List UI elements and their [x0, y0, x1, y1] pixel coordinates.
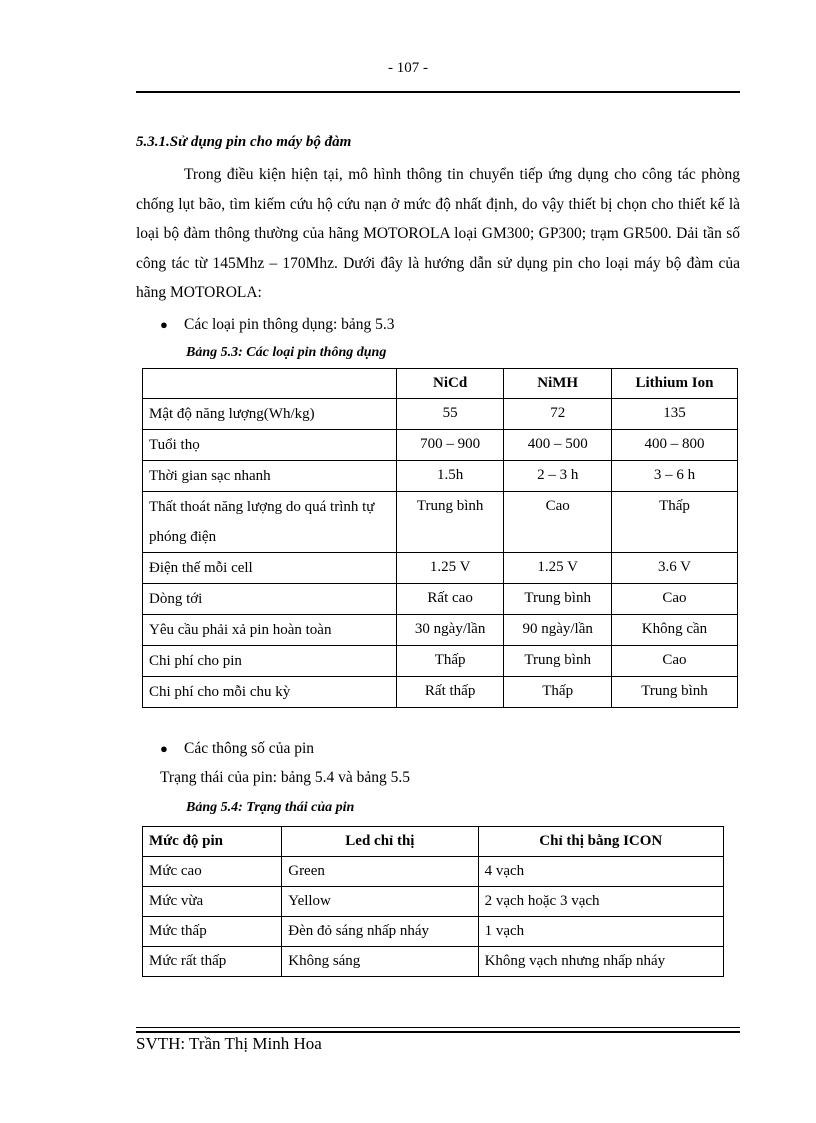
table-header-row [143, 827, 724, 857]
table-cell: Cao [611, 646, 737, 677]
table-row [143, 646, 738, 677]
table-header-cell: NiMH [504, 369, 612, 399]
bullet-text: Các loại pin thông dụng: bảng 5.3 [184, 316, 395, 333]
table-cell: 72 [504, 399, 612, 430]
table-cell: Không vạch nhưng nhấp nháy [478, 947, 723, 977]
bullet-item-battery-params [160, 740, 314, 758]
table-header-cell: Led chỉ thị [282, 827, 478, 857]
table-cell: 1 vạch [478, 917, 723, 947]
footer-rule [136, 1031, 740, 1033]
table-row [143, 553, 738, 584]
table-cell: 30 ngày/lần [396, 615, 504, 646]
table-cell: Trung bình [504, 646, 612, 677]
table-cell: Thấp [611, 492, 737, 553]
table-cell: Thấp [504, 677, 612, 708]
table-cell: 400 – 500 [504, 430, 612, 461]
table-cell: Không cần [611, 615, 737, 646]
section-heading: 5.3.1.Sử dụng pin cho máy bộ đàm [136, 134, 352, 150]
table-cell: Cao [611, 584, 737, 615]
header-rule [136, 91, 740, 93]
table-row [143, 917, 724, 947]
table-cell: Trung bình [396, 492, 504, 553]
footer-rule [136, 1027, 740, 1028]
table-row [143, 461, 738, 492]
table-cell: Yellow [282, 887, 478, 917]
table-cell: Trung bình [504, 584, 612, 615]
table-row [143, 584, 738, 615]
table-cell: 1.25 V [504, 553, 612, 584]
table-cell: 3 – 6 h [611, 461, 737, 492]
table-header-cell: Lithium Ion [611, 369, 737, 399]
table-cell: Dòng tới [143, 584, 397, 615]
table-cell: 55 [396, 399, 504, 430]
table-cell: Thấp [396, 646, 504, 677]
table-header-cell: Mức độ pin [143, 827, 282, 857]
page-number: - 107 - [388, 60, 428, 76]
table-header-row [143, 369, 738, 399]
table-cell: Chi phí cho mỗi chu kỳ [143, 677, 397, 708]
table-row [143, 492, 738, 553]
table-cell: Mức thấp [143, 917, 282, 947]
table-cell: 4 vạch [478, 857, 723, 887]
table-row [143, 857, 724, 887]
table-cell: Mức vừa [143, 887, 282, 917]
table-cell: 90 ngày/lần [504, 615, 612, 646]
bullet-icon: ● [160, 317, 168, 332]
table-cell: Đèn đỏ sáng nhấp nháy [282, 917, 478, 947]
body-paragraph: Trong điều kiện hiện tại, mô hình thông tin chuyển tiếp ứng dụng cho công tác phòng chống lụt bão, tìm kiếm cứu hộ cứu nạn ở mức độ nhất định, do vậy thiết bị chọn cho thiết kế là loại bộ đàm thông thường của hãng MOTOROLA loại GM300; GP300; trạm GR500. Dải tần số công tác từ 145Mhz – 170Mhz. Dưới đây là hướng dẫn sử dụng pin cho loại máy bộ đàm của hãng MOTOROLA: [136, 166, 740, 301]
table-header-cell [143, 369, 397, 399]
table-cell: 700 – 900 [396, 430, 504, 461]
table-cell: 3.6 V [611, 553, 737, 584]
table-cell: 2 – 3 h [504, 461, 612, 492]
bullet-item-battery-types [160, 316, 395, 334]
table-5-3-caption: Bảng 5.3: Các loại pin thông dụng [186, 345, 387, 360]
bullet-icon: ● [160, 741, 168, 756]
table-cell: Rất thấp [396, 677, 504, 708]
table-cell: Chi phí cho pin [143, 646, 397, 677]
footer-author: SVTH: Trần Thị Minh Hoa [136, 1034, 322, 1053]
table-row [143, 947, 724, 977]
battery-status-line: Trạng thái của pin: bảng 5.4 và bảng 5.5 [160, 769, 410, 786]
table-cell: 400 – 800 [611, 430, 737, 461]
table-cell: 135 [611, 399, 737, 430]
battery-status-table [142, 826, 724, 977]
table-header-cell: NiCd [396, 369, 504, 399]
table-row [143, 677, 738, 708]
table-cell: 1.25 V [396, 553, 504, 584]
table-cell: Mức cao [143, 857, 282, 887]
table-cell: Yêu cầu phải xả pin hoàn toàn [143, 615, 397, 646]
table-cell: Trung bình [611, 677, 737, 708]
table-row [143, 430, 738, 461]
table-cell: Thời gian sạc nhanh [143, 461, 397, 492]
table-cell: Tuổi thọ [143, 430, 397, 461]
table-row [143, 887, 724, 917]
table-cell: Green [282, 857, 478, 887]
table-header-cell: Chỉ thị bằng ICON [478, 827, 723, 857]
table-5-4-caption: Bảng 5.4: Trạng thái của pin [186, 800, 355, 815]
table-cell: 1.5h [396, 461, 504, 492]
table-row [143, 399, 738, 430]
table-cell: Thất thoát năng lượng do quá trình tự phóng điện [143, 492, 397, 553]
table-cell: 2 vạch hoặc 3 vạch [478, 887, 723, 917]
table-cell: Điện thế mỗi cell [143, 553, 397, 584]
table-cell: Cao [504, 492, 612, 553]
table-cell: Mức rất thấp [143, 947, 282, 977]
table-cell: Rất cao [396, 584, 504, 615]
table-cell: Mật độ năng lượng(Wh/kg) [143, 399, 397, 430]
table-cell: Không sáng [282, 947, 478, 977]
battery-types-table [142, 368, 738, 708]
bullet-text: Các thông số của pin [184, 740, 315, 757]
table-row [143, 615, 738, 646]
